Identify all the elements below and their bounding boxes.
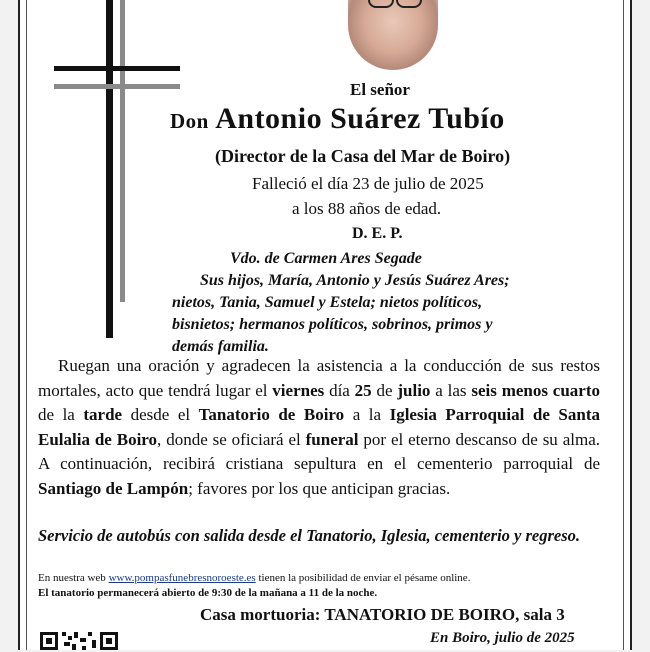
family-block [172, 248, 602, 358]
place-and-date: En Boiro, julio de 2025 [430, 630, 575, 646]
glasses-left [368, 0, 394, 8]
widow-line: Vdo. de Carmen Ares Segade [230, 250, 422, 267]
portrait-photo [348, 0, 438, 70]
family-line: demás familia. [172, 338, 269, 355]
death-date: Falleció el día 23 de julio de 2025 [252, 174, 484, 193]
honorific: El señor [350, 80, 410, 99]
bus-notice: Servicio de autobús con salida desde el Tanatorio, Iglesia, cementerio y regreso. [38, 526, 581, 545]
family-line: bisnietos; hermanos políticos, sobrinos, primos y [172, 316, 493, 333]
cross-icon [106, 0, 113, 338]
glasses-right [396, 0, 422, 8]
name-text: Antonio Suárez Tubío [215, 102, 505, 135]
cross-bar-horizontal [54, 66, 180, 71]
family-line: nietos, Tania, Samuel y Estela; nietos políticos, [172, 294, 483, 311]
age: a los 88 años de edad. [292, 199, 442, 218]
cross-shadow-vertical [120, 0, 125, 302]
website-link[interactable]: www.pompasfunebresnoroeste.es [108, 572, 256, 584]
web-notice: En nuestra web www.pompasfunebresnoroeste.es tienen la posibilidad de enviar el pésame online. [38, 572, 471, 584]
deceased-role: (Director de la Casa del Mar de Boiro) [215, 146, 511, 166]
opening-hours: El tanatorio permanecerá abierto de 9:30 de la mañana a 11 de la noche. [38, 587, 378, 599]
name-prefix: Don [170, 109, 209, 133]
deceased-name [170, 102, 505, 136]
qr-code-icon[interactable] [40, 630, 120, 652]
rest-in-peace: D. E. P. [352, 225, 403, 242]
family-line: Sus hijos, María, Antonio y Jesús Suárez Ares; [200, 272, 510, 289]
mortuary-location: Casa mortuoria: TANATORIO DE BOIRO, sala 3 [200, 605, 565, 624]
ceremony-text: Ruegan una oración y agradecen la asistencia a la conducción de sus restos mortales, acto que tendrá lugar el viernes día 25 de julio a las seis menos cuarto de la tarde desde el Tanatorio de Boiro a la Iglesia Parroquial de Santa Eulalia de Boiro, donde se oficiará el funeral por el eterno descanso de su alma. A continuación, recibirá cristiana sepultura en el cementerio parroquial de Santiago de Lampón; favores por los que anticipan gracias. [38, 356, 600, 498]
